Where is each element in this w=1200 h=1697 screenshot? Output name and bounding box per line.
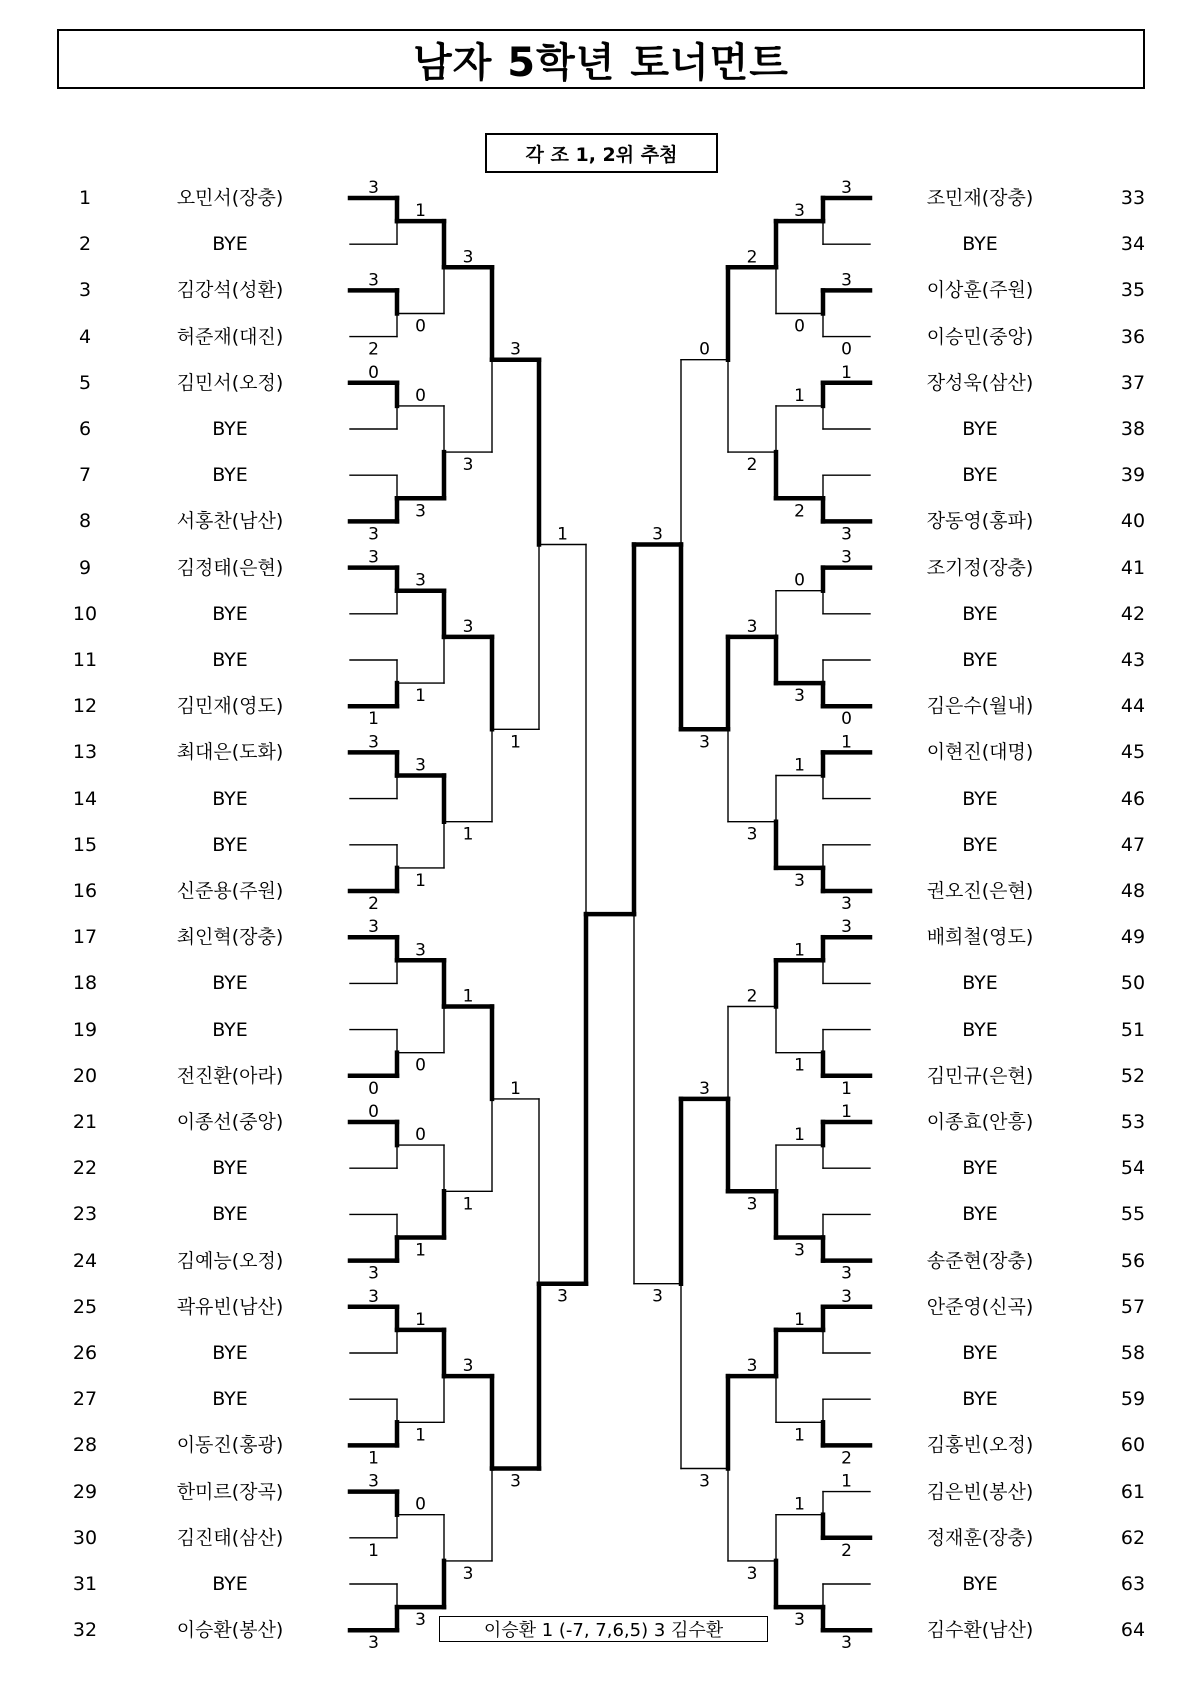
match-score: 3	[794, 1610, 805, 1631]
player-seed-number: 17	[72, 926, 98, 949]
player-name: 한미르(장곡)	[176, 1480, 284, 1503]
match-score: 3	[462, 1563, 474, 1584]
match-score: 3	[415, 940, 426, 961]
bye-slot: BYE	[962, 602, 998, 625]
match-score: 1	[510, 1078, 521, 1099]
player-name: 권오진(은현)	[926, 880, 1034, 902]
player-seed-number: 5	[78, 371, 92, 394]
match-score: 3	[794, 870, 805, 891]
bye-slot: BYE	[962, 972, 998, 995]
player-seed-number: 26	[72, 1342, 98, 1364]
player-seed-number: 42	[1120, 602, 1146, 625]
player-name: 이상훈(주원)	[926, 279, 1034, 302]
player-seed-number: 57	[1120, 1295, 1146, 1318]
player-name: 김민서(오정)	[176, 371, 284, 394]
player-seed-number: 22	[72, 1157, 98, 1180]
player-seed-number: 43	[1120, 649, 1146, 671]
bye-slot: BYE	[962, 1388, 998, 1411]
draw-note: 각 조 1, 2위 추첨	[525, 143, 678, 166]
player-seed-number: 20	[72, 1064, 98, 1087]
player-seed-number: 51	[1120, 1018, 1146, 1041]
match-score: 3	[462, 616, 474, 637]
player-seed-number: 2	[78, 233, 92, 256]
match-score: 2	[746, 247, 758, 268]
match-score: 1	[415, 201, 426, 222]
match-score: 1	[557, 524, 568, 545]
match-score: 3	[510, 339, 521, 360]
page-title: 남자 5학년 토너먼트	[413, 39, 789, 86]
match-score: 2	[794, 501, 805, 522]
match-score: 3	[841, 1633, 852, 1654]
match-score: 1	[462, 986, 474, 1007]
final-result-box	[439, 1616, 768, 1642]
player-name: 김민재(영도)	[176, 695, 284, 718]
player-name: 곽유빈(남산)	[176, 1295, 284, 1318]
match-score: 3	[841, 178, 852, 198]
match-score: 0	[368, 1078, 379, 1099]
player-seed-number: 36	[1120, 325, 1146, 348]
match-score: 1	[841, 362, 852, 383]
match-score: 1	[462, 824, 474, 845]
bye-slot: BYE	[212, 1018, 248, 1041]
player-name: 김수환(남산)	[926, 1619, 1034, 1642]
player-seed-number: 1	[78, 187, 92, 209]
match-score: 2	[368, 894, 379, 914]
match-score: 3	[652, 1286, 663, 1307]
player-seed-number: 61	[1120, 1480, 1146, 1503]
bye-slot: BYE	[212, 833, 248, 856]
player-seed-number: 53	[1120, 1111, 1146, 1133]
match-score: 3	[841, 894, 852, 914]
player-name: 배희철(영도)	[926, 926, 1034, 949]
player-seed-number: 10	[72, 602, 98, 625]
bye-slot: BYE	[962, 233, 998, 256]
match-score: 1	[368, 709, 379, 730]
player-seed-number: 48	[1120, 880, 1146, 902]
match-score: 3	[746, 616, 758, 637]
bye-slot: BYE	[212, 418, 248, 440]
player-name: 조민재(장충)	[926, 187, 1034, 209]
match-score: 3	[841, 524, 852, 545]
player-seed-number: 12	[72, 695, 98, 718]
match-score: 1	[841, 1471, 852, 1492]
player-seed-number: 8	[78, 510, 92, 533]
match-score: 0	[415, 385, 426, 406]
player-seed-number: 21	[72, 1111, 98, 1133]
player-seed-number: 35	[1120, 279, 1146, 302]
match-score: 3	[746, 1563, 758, 1584]
match-score: 3	[699, 732, 710, 753]
player-name: 김홍빈(오정)	[926, 1434, 1034, 1457]
player-name: 전진환(아라)	[176, 1064, 284, 1087]
player-seed-number: 31	[72, 1573, 98, 1595]
bye-slot: BYE	[212, 1573, 248, 1595]
match-score: 3	[368, 1471, 379, 1492]
match-score: 0	[415, 316, 426, 337]
match-score: 3	[746, 824, 758, 845]
player-name: 송준현(장충)	[926, 1249, 1034, 1272]
match-score: 1	[415, 1240, 426, 1261]
match-score: 0	[841, 709, 852, 730]
match-score: 3	[462, 247, 474, 268]
player-seed-number: 56	[1120, 1249, 1146, 1272]
match-score: 3	[841, 917, 852, 938]
match-score: 3	[368, 917, 379, 938]
match-score: 3	[794, 201, 805, 222]
player-seed-number: 28	[72, 1434, 98, 1457]
player-name: 조기정(장충)	[926, 556, 1034, 579]
match-score: 3	[699, 1078, 710, 1099]
player-seed-number: 25	[72, 1295, 98, 1318]
match-score: 3	[415, 1610, 426, 1631]
player-name: 최인혁(장충)	[176, 926, 284, 949]
player-seed-number: 41	[1120, 556, 1146, 579]
match-score: 0	[415, 1494, 426, 1515]
player-seed-number: 11	[72, 649, 98, 671]
match-score: 3	[368, 1286, 379, 1307]
bye-slot: BYE	[962, 464, 998, 487]
bye-slot: BYE	[962, 1157, 998, 1180]
bye-slot: BYE	[212, 649, 248, 671]
match-score: 2	[841, 1448, 852, 1469]
player-seed-number: 30	[72, 1526, 98, 1549]
player-name: 오민서(장충)	[176, 187, 284, 209]
player-seed-number: 19	[72, 1018, 98, 1041]
bye-slot: BYE	[212, 1388, 248, 1411]
match-score: 1	[368, 1540, 379, 1561]
match-score: 1	[794, 1125, 805, 1146]
player-name: 이동진(홍광)	[176, 1434, 284, 1457]
player-seed-number: 34	[1120, 233, 1146, 256]
player-seed-number: 18	[72, 972, 98, 995]
match-score: 1	[794, 755, 805, 776]
match-score: 1	[415, 870, 426, 891]
player-seed-number: 24	[72, 1249, 98, 1272]
bye-slot: BYE	[962, 1203, 998, 1226]
player-seed-number: 50	[1120, 972, 1146, 995]
match-score: 0	[368, 362, 379, 383]
match-score: 0	[415, 1055, 426, 1076]
bye-slot: BYE	[962, 1018, 998, 1041]
player-seed-number: 37	[1120, 371, 1146, 394]
match-score: 0	[841, 339, 852, 360]
player-seed-number: 16	[72, 880, 98, 902]
match-score: 3	[794, 686, 805, 707]
match-score: 1	[415, 1309, 426, 1330]
bye-slot: BYE	[212, 464, 248, 487]
match-score: 2	[746, 986, 758, 1007]
bye-slot: BYE	[962, 833, 998, 856]
bye-slot: BYE	[212, 233, 248, 256]
match-score: 3	[557, 1286, 568, 1307]
match-score: 1	[841, 1078, 852, 1099]
match-score: 1	[415, 1425, 426, 1446]
match-score: 0	[368, 1102, 379, 1122]
match-score: 1	[462, 1194, 474, 1215]
player-seed-number: 63	[1120, 1573, 1146, 1595]
player-seed-number: 38	[1120, 418, 1146, 440]
player-seed-number: 49	[1120, 926, 1146, 949]
player-name: 이종선(중앙)	[176, 1111, 284, 1133]
bye-slot: BYE	[962, 649, 998, 671]
player-name: 신준용(주원)	[176, 880, 284, 902]
match-score: 0	[415, 1125, 426, 1146]
match-score: 3	[415, 501, 426, 522]
match-score: 3	[841, 547, 852, 568]
player-seed-number: 32	[72, 1619, 98, 1642]
player-name: 이현진(대명)	[926, 741, 1034, 764]
player-seed-number: 58	[1120, 1342, 1146, 1364]
player-name: 김진태(삼산)	[176, 1526, 284, 1549]
match-score: 3	[368, 524, 379, 545]
player-name: 장성욱(삼산)	[926, 371, 1034, 394]
bye-slot: BYE	[212, 787, 248, 810]
match-score: 1	[510, 732, 521, 753]
player-seed-number: 7	[78, 464, 92, 487]
player-name: 허준재(대진)	[176, 325, 284, 348]
match-score: 3	[841, 1263, 852, 1284]
player-seed-number: 44	[1120, 695, 1146, 718]
match-score: 3	[415, 755, 426, 776]
match-score: 3	[510, 1471, 521, 1492]
match-score: 3	[699, 1471, 710, 1492]
match-score: 1	[368, 1448, 379, 1469]
match-score: 1	[794, 1425, 805, 1446]
bye-slot: BYE	[212, 1203, 248, 1226]
match-score: 3	[794, 1240, 805, 1261]
player-seed-number: 6	[78, 418, 92, 440]
player-name: 이승민(중앙)	[926, 325, 1034, 348]
bye-slot: BYE	[212, 1157, 248, 1180]
match-score: 1	[841, 1102, 852, 1122]
player-seed-number: 40	[1120, 510, 1146, 533]
player-seed-number: 60	[1120, 1434, 1146, 1457]
player-name: 김민규(은현)	[926, 1064, 1034, 1087]
bye-slot: BYE	[962, 1342, 998, 1364]
player-seed-number: 52	[1120, 1064, 1146, 1087]
player-seed-number: 47	[1120, 833, 1146, 856]
player-seed-number: 13	[72, 741, 98, 764]
player-name: 서홍찬(남산)	[176, 510, 284, 533]
player-seed-number: 39	[1120, 464, 1146, 487]
player-seed-number: 59	[1120, 1388, 1146, 1411]
match-score: 0	[794, 570, 805, 591]
match-score: 3	[746, 1356, 758, 1377]
player-seed-number: 15	[72, 833, 98, 856]
match-score: 2	[841, 1540, 852, 1561]
bye-slot: BYE	[962, 418, 998, 440]
player-name: 김은빈(봉산)	[926, 1480, 1034, 1503]
bye-slot: BYE	[212, 602, 248, 625]
player-seed-number: 62	[1120, 1526, 1146, 1549]
player-seed-number: 14	[72, 787, 98, 810]
player-name: 김예능(오정)	[176, 1249, 284, 1272]
match-score: 0	[699, 339, 710, 360]
match-score: 3	[368, 547, 379, 568]
match-score: 3	[368, 1263, 379, 1284]
player-seed-number: 55	[1120, 1203, 1146, 1226]
match-score: 3	[462, 1356, 474, 1377]
player-name: 최대은(도화)	[176, 741, 284, 764]
player-seed-number: 3	[78, 279, 92, 302]
bye-slot: BYE	[212, 1342, 248, 1364]
player-name: 장동영(홍파)	[926, 510, 1034, 533]
player-seed-number: 46	[1120, 787, 1146, 810]
match-score: 1	[794, 1309, 805, 1330]
player-seed-number: 23	[72, 1203, 98, 1226]
bye-slot: BYE	[962, 787, 998, 810]
player-seed-number: 33	[1120, 187, 1146, 209]
player-seed-number: 54	[1120, 1157, 1146, 1180]
match-score: 3	[368, 178, 379, 198]
match-score: 3	[841, 270, 852, 291]
match-score: 3	[415, 570, 426, 591]
match-score: 3	[746, 1194, 758, 1215]
player-seed-number: 29	[72, 1480, 98, 1503]
player-name: 김은수(월내)	[926, 695, 1034, 718]
match-score: 1	[794, 1494, 805, 1515]
final-result: 이승환 1 (-7, 7,6,5) 3 김수환	[483, 1620, 724, 1641]
match-score: 3	[652, 524, 663, 545]
player-seed-number: 4	[78, 325, 92, 348]
player-name: 안준영(신곡)	[926, 1295, 1034, 1318]
bye-slot: BYE	[212, 972, 248, 995]
bye-slot: BYE	[962, 1573, 998, 1595]
player-name: 이종효(안흥)	[926, 1111, 1034, 1133]
match-score: 1	[794, 385, 805, 406]
match-score: 2	[746, 455, 758, 476]
match-score: 3	[841, 1286, 852, 1307]
player-name: 정재훈(장충)	[926, 1526, 1034, 1549]
player-seed-number: 9	[78, 556, 92, 579]
player-name: 김정태(은현)	[176, 556, 284, 579]
player-name: 이승환(봉산)	[176, 1619, 284, 1642]
match-score: 1	[794, 940, 805, 961]
match-score: 3	[368, 1633, 379, 1654]
player-seed-number: 64	[1120, 1619, 1146, 1642]
match-score: 1	[415, 686, 426, 707]
match-score: 3	[462, 455, 474, 476]
match-score: 1	[841, 732, 852, 753]
match-score: 0	[794, 316, 805, 337]
player-name: 김강석(성환)	[176, 279, 284, 302]
match-score: 2	[368, 339, 379, 360]
player-seed-number: 27	[72, 1388, 98, 1411]
match-score: 3	[368, 270, 379, 291]
player-seed-number: 45	[1120, 741, 1146, 764]
match-score: 1	[794, 1055, 805, 1076]
match-score: 3	[368, 732, 379, 753]
